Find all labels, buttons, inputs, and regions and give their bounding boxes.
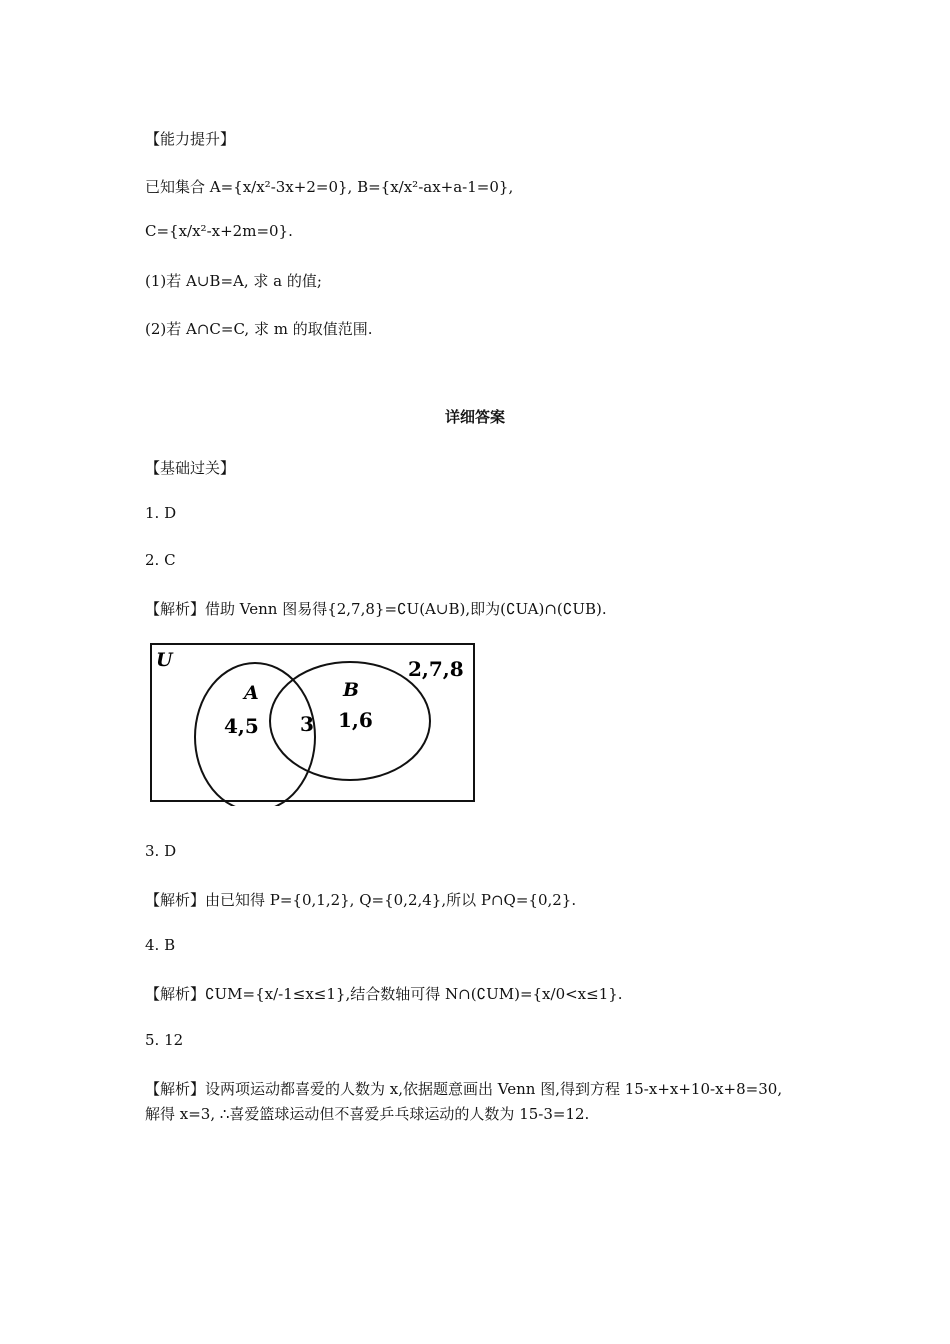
answer-4-analysis: 【解析】∁UM={x/-1≤x≤1},结合数轴可得 N∩(∁UM)={x/0<x≤1}.	[145, 985, 623, 1003]
set-a-label: A	[244, 682, 259, 704]
answer-4: 4. B	[145, 936, 176, 954]
set-b-label: B	[343, 679, 360, 701]
universe-label: U	[156, 649, 173, 671]
answer-1: 1. D	[145, 504, 177, 522]
intersection-elements: 3	[300, 712, 314, 736]
problem-line-1: 已知集合 A={x/x²-3x+2=0}, B={x/x²-ax+a-1=0},	[145, 178, 514, 196]
basic-heading: 【基础过关】	[145, 459, 236, 477]
question-2: (2)若 A∩C=C, 求 m 的取值范围.	[145, 320, 373, 338]
answers-title: 详细答案	[444, 408, 505, 426]
outside-elements: 2,7,8	[408, 657, 464, 681]
only-a-elements: 4,5	[224, 714, 259, 738]
answer-2: 2. C	[145, 551, 176, 569]
answer-2-analysis: 【解析】借助 Venn 图易得{2,7,8}=∁U(A∪B),即为(∁UA)∩(∁UB).	[145, 600, 607, 618]
answer-3: 3. D	[145, 842, 177, 860]
answer-5-analysis-line-2: 解得 x=3, ∴喜爱篮球运动但不喜爱乒乓球运动的人数为 15-3=12.	[145, 1105, 590, 1123]
venn-diagram	[148, 642, 478, 806]
question-1: (1)若 A∪B=A, 求 a 的值;	[145, 272, 322, 290]
answer-5: 5. 12	[145, 1031, 184, 1049]
answer-3-analysis: 【解析】由已知得 P={0,1,2}, Q={0,2,4},所以 P∩Q={0,2}.	[145, 891, 577, 909]
only-b-elements: 1,6	[338, 708, 373, 732]
ability-heading: 【能力提升】	[145, 130, 236, 148]
answer-5-analysis-line-1: 【解析】设两项运动都喜爱的人数为 x,依据题意画出 Venn 图,得到方程 15-x+x+10-x+8=30,	[145, 1080, 783, 1098]
problem-line-2: C={x/x²-x+2m=0}.	[145, 222, 293, 240]
